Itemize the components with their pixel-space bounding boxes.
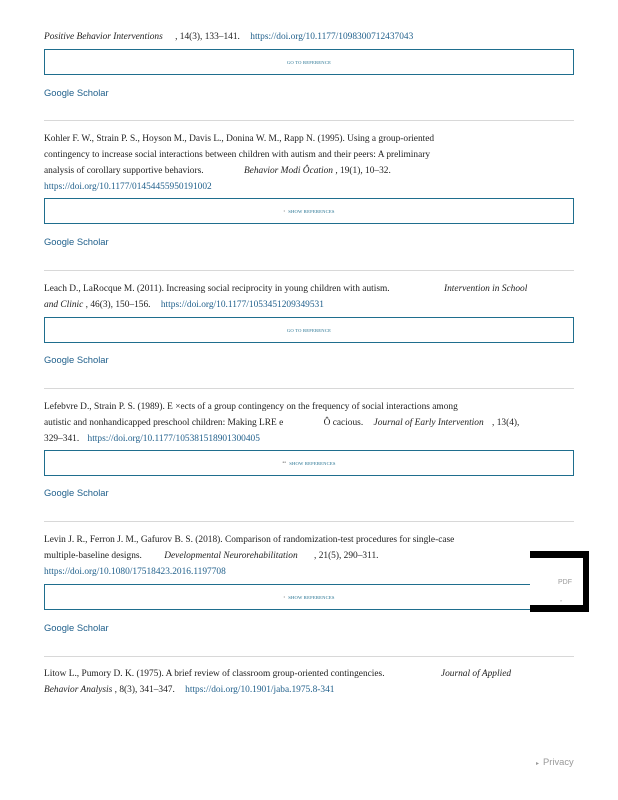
privacy-link[interactable] — [536, 756, 574, 767]
reference-0 — [44, 29, 574, 45]
google-scholar-link[interactable]: Google Scholar — [44, 622, 109, 633]
reference-text — [44, 29, 574, 45]
citation-details: , 19(1), 10–32. — [335, 166, 391, 176]
pdf-download-button[interactable] — [530, 551, 589, 612]
privacy-label: Privacy — [543, 756, 574, 767]
divider — [44, 388, 574, 389]
reference-text — [44, 399, 574, 447]
doi-link[interactable]: https://doi.org/10.1177/1053451209349531 — [160, 300, 324, 310]
ellipsis-icon: •• — [282, 460, 287, 466]
journal-title: Developmental Neurorehabilitation — [164, 551, 298, 561]
journal-title: Journal of Applied — [440, 669, 512, 679]
google-scholar-link[interactable]: Google Scholar — [44, 354, 109, 365]
reference-3 — [44, 399, 574, 447]
doi-link[interactable]: https://doi.org/10.1080/17518423.2016.1197708 — [44, 567, 226, 577]
reference-text — [44, 131, 574, 195]
show-references-button[interactable] — [44, 198, 574, 224]
pdf-badge-inner — [530, 558, 583, 605]
triangle-icon: ▸ — [536, 761, 540, 767]
show-references-button[interactable] — [44, 584, 574, 610]
google-scholar-link[interactable]: Google Scholar — [44, 87, 109, 98]
text-line: Lefebvre D., Strain P. S. (1989). E ×ects of a group contingency on the frequency of social interactions among — [44, 402, 458, 412]
chevron-icon: › — [283, 594, 286, 600]
journal-title: Intervention in School — [444, 284, 528, 294]
button-label: GO TO REFERENCE — [286, 59, 332, 65]
doi-link[interactable]: https://doi.org/10.1177/01454455950191002 — [44, 182, 212, 192]
citation-details: 329–341. — [44, 434, 80, 444]
citation-details: , 46(3), 150–156. — [85, 300, 151, 310]
go-to-reference-button[interactable] — [44, 49, 574, 75]
journal-title: Positive Behavior Interventions — [44, 32, 163, 42]
journal-title: and Clinic — [44, 300, 84, 310]
button-label: SHOW REFERENCES — [288, 594, 335, 600]
journal-title: Journal of Early Intervention — [373, 418, 484, 428]
reference-4 — [44, 532, 574, 580]
text-line: Litow L., Pumory D. K. (1975). A brief review of classroom group-oriented contingencies. — [44, 669, 385, 679]
reference-5 — [44, 666, 574, 698]
text-line: Kohler F. W., Strain P. S., Hoyson M., Davis L., Donina W. M., Rapp N. (1995). Using a group-oriented — [44, 134, 435, 144]
pdf-label: PDF — [558, 579, 572, 586]
go-to-reference-button[interactable] — [44, 317, 574, 343]
reference-text — [44, 532, 574, 580]
divider — [44, 656, 574, 657]
citation-details: , 8(3), 341–347. — [114, 685, 175, 695]
arrow-icon: » — [560, 598, 563, 603]
citation-details: , 21(5), 290–311. — [314, 551, 379, 561]
doi-link[interactable]: https://doi.org/10.1901/jaba.1975.8-341 — [185, 685, 335, 695]
text-line: autistic and nonhandicapped preschool children: Making LRE e — [44, 418, 284, 428]
journal-title: Behavior Modi Ôcation — [243, 166, 333, 176]
citation-details: , 14(3), 133–141. — [175, 32, 240, 42]
doi-link[interactable]: https://doi.org/10.1177/105381518901300405 — [87, 434, 260, 444]
text-line: Ô cacious. — [323, 418, 364, 428]
button-label: SHOW REFERENCES — [289, 460, 336, 466]
text-line: analysis of corollary supportive behaviors. — [44, 166, 204, 176]
reference-2 — [44, 281, 574, 313]
text-line: contingency to increase social interactions between children with autism and their peers: A preliminary — [44, 150, 431, 160]
text-line: multiple-baseline designs. — [44, 551, 142, 561]
button-label: SHOW REFERENCES — [288, 208, 335, 214]
button-label: GO TO REFERENCE — [286, 327, 332, 333]
reference-1 — [44, 131, 574, 195]
google-scholar-link[interactable]: Google Scholar — [44, 487, 109, 498]
divider — [44, 521, 574, 522]
google-scholar-link[interactable]: Google Scholar — [44, 236, 109, 247]
divider — [44, 270, 574, 271]
show-references-button[interactable] — [44, 450, 574, 476]
citation-details: , 13(4), — [492, 418, 520, 428]
journal-title: Behavior Analysis — [44, 685, 113, 695]
reference-text — [44, 666, 574, 698]
divider — [44, 120, 574, 121]
reference-text — [44, 281, 574, 313]
text-line: Leach D., LaRocque M. (2011). Increasing social reciprocity in young children with autism. — [44, 284, 390, 294]
chevron-icon: › — [283, 208, 286, 214]
text-line: Levin J. R., Ferron J. M., Gafurov B. S. (2018). Comparison of randomization-test procedures for single-case — [44, 535, 455, 545]
doi-link[interactable]: https://doi.org/10.1177/1098300712437043 — [250, 32, 414, 42]
